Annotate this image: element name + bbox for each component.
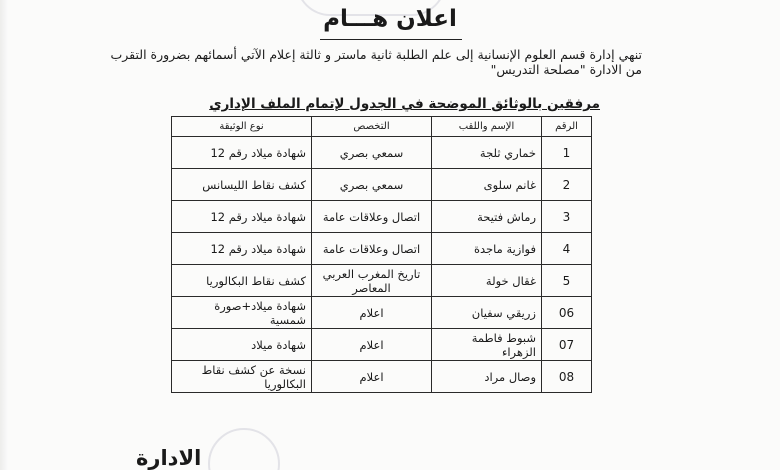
cell-number: 4: [542, 233, 592, 265]
cell-number: 1: [542, 137, 592, 169]
title-underline: [320, 39, 462, 40]
cell-document: كشف نقاط الليسانس: [172, 169, 312, 201]
students-documents-table: [171, 116, 592, 393]
cell-document: شهادة ميلاد رقم 12: [172, 201, 312, 233]
cell-document: نسخة عن كشف نقاط البكالوريا: [172, 361, 312, 393]
cell-specialty: سمعي بصري: [312, 169, 432, 201]
cell-specialty: اعلام: [312, 329, 432, 361]
cell-document: شهادة ميلاد: [172, 329, 312, 361]
cell-name: غانم سلوى: [432, 169, 542, 201]
cell-specialty: اتصال وعلاقات عامة: [312, 233, 432, 265]
table-header-row: [172, 117, 592, 137]
header-specialty: التخصص: [312, 117, 432, 137]
table-row: [172, 361, 592, 393]
table-row: [172, 233, 592, 265]
cell-document: شهادة ميلاد رقم 12: [172, 233, 312, 265]
cell-specialty: اعلام: [312, 297, 432, 329]
table-row: [172, 169, 592, 201]
cell-number: 2: [542, 169, 592, 201]
cell-specialty: سمعي بصري: [312, 137, 432, 169]
cell-name: شبوط فاطمة الزهراء: [432, 329, 542, 361]
cell-name: رماش فتيحة: [432, 201, 542, 233]
table-subtitle: مرفقين بالوثائق الموضحة في الجدول لإتمام الملف الإداري: [209, 96, 600, 112]
cell-number: 07: [542, 329, 592, 361]
header-document: نوع الوثيقة: [172, 117, 312, 137]
table-row: [172, 201, 592, 233]
administration-signature: الادارة: [136, 446, 202, 470]
cell-specialty: اتصال وعلاقات عامة: [312, 201, 432, 233]
cell-specialty: اعلام: [312, 361, 432, 393]
header-name: الإسم واللقب: [432, 117, 542, 137]
cell-document: شهادة ميلاد+صورة شمسية: [172, 297, 312, 329]
cell-name: غقال خولة: [432, 265, 542, 297]
cell-number: 08: [542, 361, 592, 393]
cell-document: كشف نقاط البكالوريا: [172, 265, 312, 297]
announcement-title: اعلان هـــام: [323, 6, 457, 32]
cell-number: 5: [542, 265, 592, 297]
cell-document: شهادة ميلاد رقم 12: [172, 137, 312, 169]
table-row: [172, 265, 592, 297]
cell-name: خماري ثلجة: [432, 137, 542, 169]
header-number: الرقم: [542, 117, 592, 137]
cell-number: 06: [542, 297, 592, 329]
cell-name: فوازية ماجدة: [432, 233, 542, 265]
announcement-paragraph: تنهي إدارة قسم العلوم الإنسانية إلى علم الطلبة ثانية ماستر و ثالثة إعلام الآتي أسمائهم بضرورة التقرب من الادارة "مصلحة التدريس": [110, 47, 642, 77]
cell-name: زريقي سفيان: [432, 297, 542, 329]
cell-name: وصال مراد: [432, 361, 542, 393]
cell-specialty: تاريخ المغرب العربي المعاصر: [312, 265, 432, 297]
stamp-bottom: [208, 428, 280, 470]
table-row: [172, 297, 592, 329]
cell-number: 3: [542, 201, 592, 233]
table-row: [172, 137, 592, 169]
table-row: [172, 329, 592, 361]
